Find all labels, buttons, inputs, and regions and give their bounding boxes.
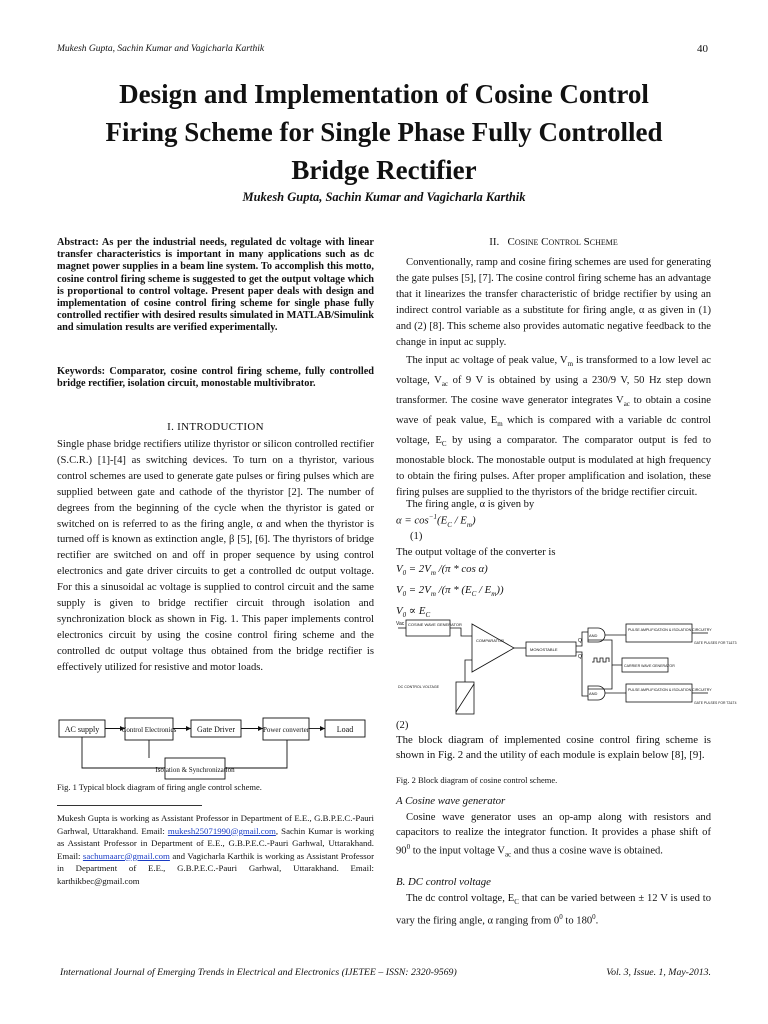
subsection-a-text: Cosine wave generator uses an op-amp along with resistors and capacitors to realize the integrator function. It provides a phase shift of $90^0$ to the input voltage $V_{ac}$ and thus a cosine wave is obtained. [396, 812, 711, 859]
fig2-label: COSINE WAVE GENERATOR [408, 622, 462, 627]
fig2-label: DC CONTROL VOLTAGE [398, 685, 440, 689]
figure-2-caption: Fig. 2 Block diagram of cosine control scheme. [396, 775, 558, 785]
fig1-label: Isolation & Synchronization [155, 766, 235, 774]
author-footnote [57, 812, 374, 887]
figure-1-caption: Fig. 1 Typical block diagram of firing angle control scheme. [57, 782, 262, 792]
title-line: Firing Scheme for Single Phase Fully Controlled [105, 117, 663, 147]
section-title: Cosine Control Scheme [507, 236, 618, 248]
fig1-label: AC supply [64, 725, 100, 734]
title-line: Bridge Rectifier [291, 155, 477, 185]
equation-1: $\alpha = \cos^{-1}(E_C / E_m)$ [396, 513, 476, 529]
subsection-b-heading: B. DC control voltage [396, 876, 491, 888]
fig2-label: Q [578, 638, 582, 644]
section2-paragraph-1: Conventionally, ramp and cosine firing schemes are used for generating the gate pulses [5], [7]. The cosine control firing scheme has an advantage that it linearizes the transfer characteristic of bridge rectifier by using an indirect control variable as a substitute for firing angle, α as given in (1) and (2) [8]. This scheme also provides automatic negative feedback to the change in input ac supply. [396, 257, 711, 348]
fig1-label: Power converter [262, 726, 310, 734]
output-voltage-intro: The output voltage of the converter is [396, 547, 556, 558]
equation-2-number: (2) [396, 720, 409, 731]
fig2-description: The block diagram of implemented cosine control firing scheme is shown in Fig. 2 and the utility of each module is explain below [8], [9]. [396, 734, 711, 761]
fig2-pulse-amp-2 [626, 684, 692, 702]
fig2-pulse-amp-1 [626, 624, 692, 642]
fig2-label: GATE PULSES FOR T2&T4 [694, 701, 737, 705]
fig2-label: MONOSTABLE [530, 647, 558, 652]
firing-angle-intro: The firing angle, α is given by [406, 499, 535, 510]
section-heading-introduction: I. INTRODUCTION [167, 421, 264, 433]
fig2-label: COMPARATOR [476, 638, 505, 643]
paper-title [40, 75, 728, 189]
abstract: Abstract: As per the industrial needs, regulated dc voltage with linear transfer characteristics is important in many applications such as dc magnet power supplies in a beam line system. To accomplish this motto, cosine control firing scheme is suggested to get the output voltage which is proportional to control voltage. Present paper deals with design and implementation of cosine control firing scheme for single phase fully controlled rectifier with desired results simulated in MATLAB/Simulink and simulation results are verified experimentally. [57, 237, 374, 334]
figure-1-diagram [57, 714, 374, 782]
subsection-a-heading: A Cosine wave generator [396, 795, 506, 807]
fig2-comparator [472, 624, 514, 672]
page-number: 40 [697, 43, 708, 55]
fig1-label: Control Electronics [121, 726, 177, 734]
fig2-label: GATE PULSES FOR T1&T3 [694, 641, 737, 645]
subsection-b-text: The dc control voltage, $E_C$ that can be varied between ± 12 V is used to vary the firing angle, α ranging from $0^0$ to $180^0$. [396, 893, 711, 927]
fig2-label: Vac [396, 621, 405, 627]
journal-footer: International Journal of Emerging Trends in Electrical and Electronics (IJETEE – ISSN: 2320-9569) [60, 967, 457, 978]
figure-2-diagram [396, 616, 737, 718]
running-head: Mukesh Gupta, Sachin Kumar and Vagicharla Karthik [57, 44, 265, 54]
fig2-label: CARRIER WAVE GENERATOR [624, 664, 675, 668]
section-number: II. [489, 236, 500, 248]
email-link[interactable]: mukesh25071990@gmail.com [167, 825, 276, 836]
keywords: Keywords: Comparator, cosine control firing scheme, fully controlled bridge rectifier, isolation circuit, monostable multivibrator. [57, 366, 374, 390]
fig2-label: Q' [578, 654, 583, 660]
footnote-text: Mukesh Gupta is working as Assistant Professor in Department of E.E., G.B.P.E.C.-Pauri Garhwal, Uttarakhand. Email: [57, 813, 374, 836]
fig2-label: AND [589, 691, 598, 696]
fig1-label: Load [336, 725, 354, 734]
email-link[interactable]: sachumaarc@gmail.com [82, 850, 170, 861]
fig1-label: Gate Driver [197, 725, 235, 734]
footnote-text: , Sachin Kumar is working as Assistant Professor in Department of E.E., G.B.P.E.C.-Pauri Garhwal, Uttarakhand. Email: [57, 825, 374, 861]
author-list: Mukesh Gupta, Sachin Kumar and Vagicharla Karthik [242, 190, 526, 204]
fig2-label: PULSE AMPLIFICATION & ISOLATION CIRCUITRY [628, 628, 712, 632]
issue-footer: Vol. 3, Issue. 1, May-2013. [606, 967, 711, 978]
equation-2: $V_0 = 2V_m$ /(π * cos α) $V_0 = 2V_m$ $/(\pi * (E_C / E_m))$ $V_0 \propto E_C$ [396, 563, 504, 620]
footnote-rule [57, 805, 202, 806]
equation-1-number: (1) [410, 531, 423, 542]
section-heading-cosine [396, 236, 711, 248]
fig2-label: PULSE AMPLIFICATION & ISOLATION CIRCUITRY [628, 688, 712, 692]
footnote-text: and Vagicharla Karthik is working as Assistant Professor in Department of E.E., G.B.P.E.C.-Pauri Garhwal, Uttarakhand. Email: karthikbec@gmail.com [57, 850, 374, 886]
section2-paragraph-2: The input ac voltage of peak value, $V_m$ is transformed to a low level ac voltage, $V_{ac}$ of 9 V is obtained by using a 230/9 V, 50 Hz step down transformer. The cosine wave generator integrates $V_{ac}$ to obtain a cosine wave of peak value, $E_m$ which is compared with a variable dc control voltage, $E_C$ by using a comparator. The comparator output is fed to monostable block. The monostable output is modulated at high frequency to obtain the firing pulses. After proper amplification and isolation, these firing pulses are supplied to the thyristors of the bridge rectifier circuit. [396, 355, 712, 498]
title-line: Design and Implementation of Cosine Control [119, 79, 649, 109]
fig2-label: AND [589, 633, 598, 638]
introduction-text: Single phase bridge rectifiers utilize thyristor or silicon controlled rectifier (S.C.R.) [1]-[4] as switching devices. To turn on a thyristor, various control schemes are used to generate gate pulses or firing pulses which are supplied between gate and cathode of the thyristor [2]. The number of degrees from the beginning of the cycle when the thyristor is gated or switched on is referred to as the firing angle, α and when the thyristor is turned off is known as extinction angle, β [5], [6]. The thyristors of bridge rectifier are switched on and off in proper sequence by using control electronics and gate driver circuits to get a controlled dc output voltage. For this a sinusoidal ac voltage is supplied to control circuit and the same supply is given to bridge rectifier circuit through isolation and synchronization block as shown in Fig. 1. This paper implements control electronics circuit by using the cosine control firing scheme and the controlled dc output voltage thus obtained from the bridge rectifier is effectively utilized for resistive and motor loads. [57, 439, 374, 673]
